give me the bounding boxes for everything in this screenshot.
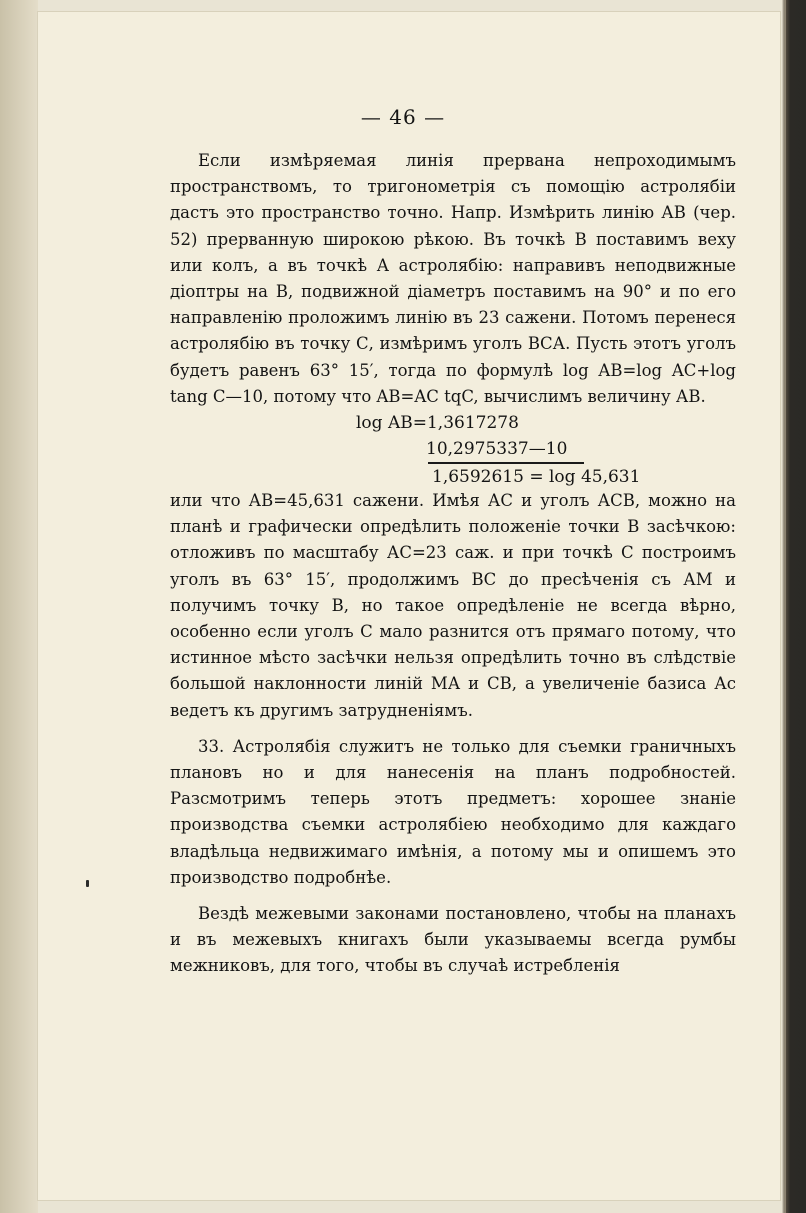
logarithm-calculation [170, 410, 736, 488]
paragraph: или что АВ=45,631 сажени. Имѣя АС и уголъ АСВ, можно на планѣ и графически опредѣлить положеніе точки В засѣчкою: отложивъ по масштабу АС=23 саж. и при точкѣ С построимъ уголъ въ 63° 15′, продолжимъ ВС до пресѣченія съ АМ и получимъ точку В, но такое опредѣленіе не всегда вѣрно, особенно если уголъ С мало разнится отъ прямаго потому, что истинное мѣсто засѣчки нельзя опредѣлить точно въ слѣдствіе большой наклонности линій МА и СВ, а увеличеніе базиса Ас ведетъ къ другимъ затрудненіямъ. [170, 491, 736, 720]
page-body [170, 148, 736, 980]
page-edge-shadow [0, 0, 38, 1213]
book-spine [782, 0, 806, 1213]
ink-speck [86, 880, 89, 887]
page-number: — 46 — [360, 105, 446, 129]
paragraph: Если измѣряемая линія прервана непроходимымъ пространствомъ, то тригонометрія съ помощію астролябіи дастъ это пространство точно. Напр. Измѣрить линію АВ (чер. 52) прерванную широкою рѣкою. Въ точкѣ В поставимъ веху или колъ, а въ точкѣ А астролябію: направивъ неподвижные діоптры на В, подвижной діаметръ поставимъ на 90° и по его направленію проложимъ линію въ 23 сажени. Потомъ перенеся астролябію въ точку С, измѣримъ уголъ ВСА. Пусть этотъ уголъ будетъ равенъ 63° 15′, тогда по формулѣ log AB=log AC+log tang C—10, потому что AB=AC tqC, вычислимъ величину АВ. [170, 151, 736, 406]
paragraph: 33. Астролябія служитъ не только для съемки граничныхъ плановъ но и для нанесенія на планъ подробностей. Разсмотримъ теперь этотъ предметъ: хорошее знаніе производства съемки астролябіею необходимо для каждаго владѣльца недвижимаго имѣнія, а потому мы и опишемъ это производство подробнѣе. [170, 736, 736, 887]
paragraph: Вездѣ межевыми законами постановлено, чтобы на планахъ и въ межевыхъ книгахъ были указываемы всегда румбы межниковъ, для того, чтобы въ случаѣ истребленія [170, 904, 736, 976]
calc-line-1: log AB=1,3617278 [356, 413, 519, 434]
calc-line-2: 10,2975337—10 [426, 439, 568, 460]
calc-result: 1,6592615 = log 45,631 [432, 467, 641, 488]
